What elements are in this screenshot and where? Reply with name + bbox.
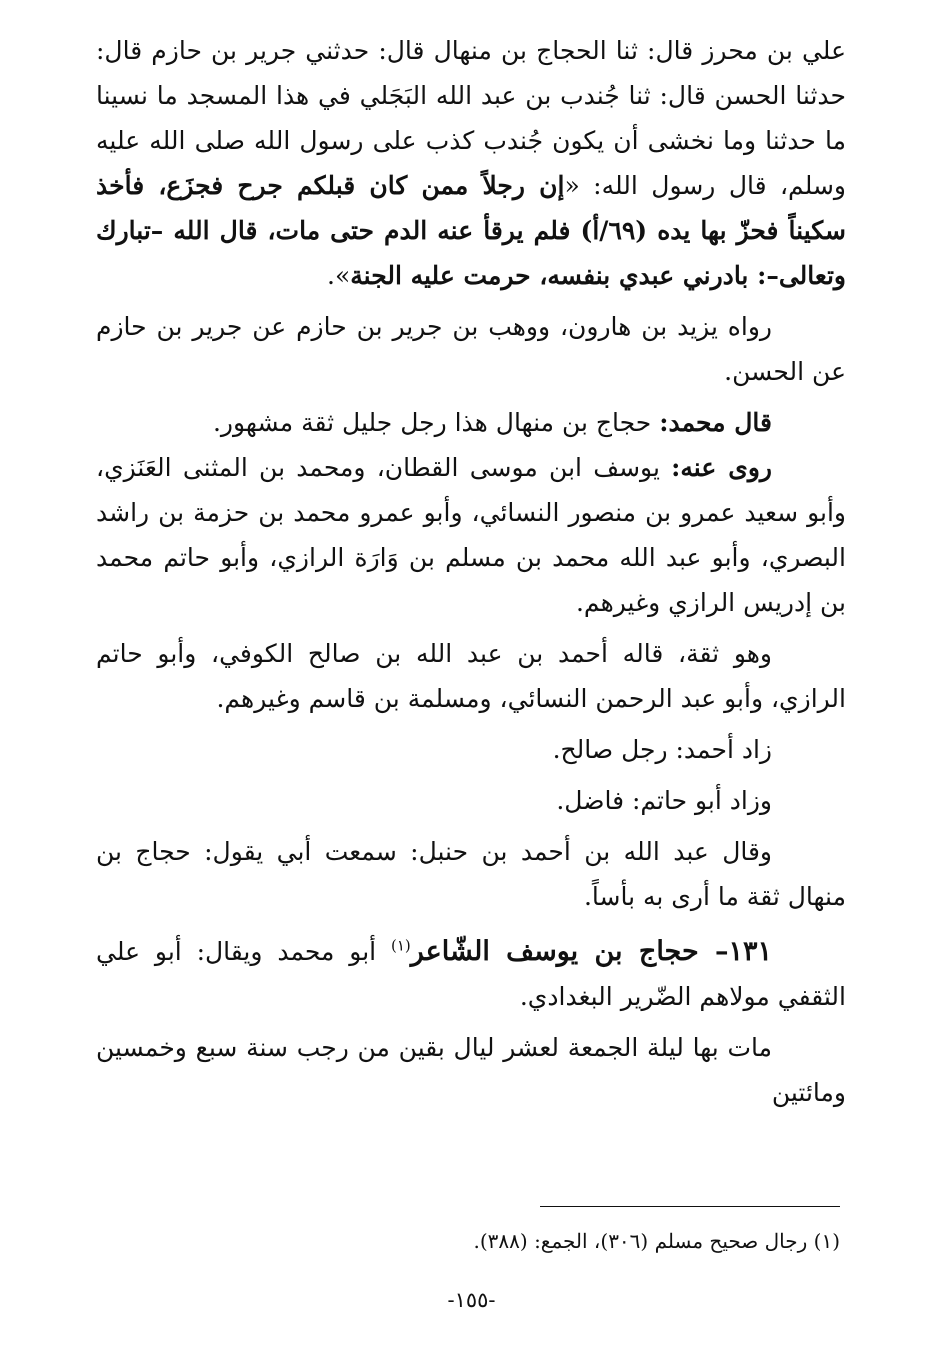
qala-muhammad-text: حجاج بن منهال هذا رجل جليل ثقة مشهور. [212,408,660,437]
zad-abu-hatim-text: وزاد أبو حاتم: فاضل. [556,786,772,815]
paragraph-zad-abu-hatim [96,778,846,823]
paragraph-death-date [96,1025,846,1115]
hadith-chain-text: علي بن محرز قال: ثنا الحجاج بن منهال قال: حدثني جرير بن حازم قال: حدثنا الحسن قال: ثنا جُندب بن عبد الله البَجَلي في هذا المسجد ما نسينا ما حدثنا وما نخشى أن يكون جُندب كذب على رسول الله صلى الله عليه وسلم، قال رسول الله: « [96,36,846,200]
entry-131-text: أبو محمد ويقال: أبو علي الثقفي مولاهم الضّرير البغدادي. [96,937,846,1011]
qala-muhammad-label: قال محمد: [659,408,772,437]
paragraph-qala-muhammad [96,400,846,445]
hadith-close-quote: ». [327,261,351,290]
footnote: (١) رجال صحيح مسلم (٣٠٦)، الجمع: (٣٨٨). [473,1229,840,1253]
page-number: -١٥٥- [447,1288,496,1312]
paragraph-rawa-anhu [96,445,846,625]
zad-ahmad-text: زاد أحمد: رجل صالح. [552,735,772,764]
page-body [96,28,846,1115]
paragraph-narrators [96,304,846,394]
hadith-matn: إن رجلاً ممن كان قبلكم جرح فجزَع، فأخذ سكيناً فحزّ بها يده (٦٩/أ) فلم يرقأ عنه الدم حتى مات، قال الله –تبارك وتعالى–: بادرني عبدي بنفسه، حرمت عليه الجنة [96,171,847,290]
paragraph-entry-131 [96,929,846,1019]
entry-131-heading: ١٣١– حجاج بن يوسف الشّاعر [410,936,773,967]
rawa-anhu-text: يوسف ابن موسى القطان، ومحمد بن المثنى العَنَزي، وأبو سعيد عمرو بن منصور النسائي، وأبو عمرو محمد بن حزمة بن راشد البصري، وأبو عبد الله محمد بن مسلم بن وَارَة الرازي، وأبو حاتم محمد بن إدريس الرازي وغيرهم. [96,453,846,617]
paragraph-zad-ahmad [96,727,846,772]
ibn-hanbal-text: وقال عبد الله بن أحمد بن حنبل: سمعت أبي يقول: حجاج بن منهال ثقة ما أرى به بأساً. [96,837,846,911]
rawa-anhu-label: روى عنه: [671,453,772,482]
footnote-marker: (١) [391,936,411,955]
paragraph-ibn-hanbal [96,829,846,919]
narrators-text: رواه يزيد بن هارون، ووهب بن جرير بن حازم عن جرير بن حازم عن الحسن. [96,312,846,386]
death-date-text: مات بها ليلة الجمعة لعشر ليال بقين من رجب سنة سبع وخمسين ومائتين [96,1033,846,1107]
paragraph-hadith-chain [96,28,846,298]
footnote-divider [540,1206,840,1207]
paragraph-thiqa [96,631,846,721]
thiqa-text: وهو ثقة، قاله أحمد بن عبد الله بن صالح الكوفي، وأبو حاتم الرازي، وأبو عبد الرحمن النسائي، ومسلمة بن قاسم وغيرهم. [96,639,846,713]
